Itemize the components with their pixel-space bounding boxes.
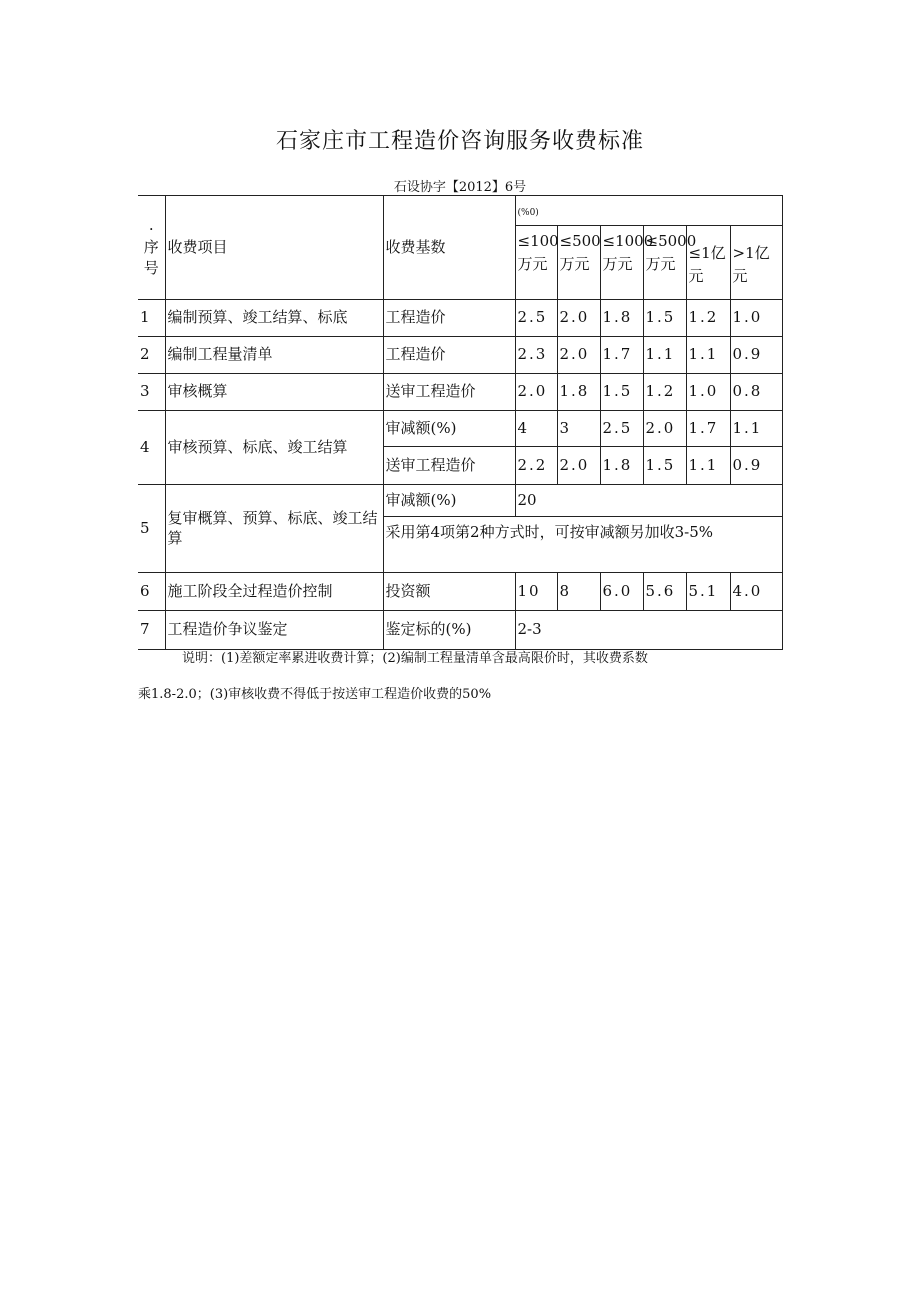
rate-cell: 2.5 [515,300,557,337]
row-base: 审减额(%) [383,411,515,447]
rate-cell: 20 [515,485,782,517]
row-base: 投资额 [383,573,515,611]
row-no: 7 [138,611,165,650]
page-title: 石家庄市工程造价咨询服务收费标准 [275,129,644,154]
header-row [138,196,782,226]
row-item: 施工阶段全过程造价控制 [165,573,383,611]
header-no: . 序 号 [138,196,165,300]
row-no: 6 [138,573,165,611]
rate-cell: 1.1 [643,337,686,374]
rate-cell: 1.2 [643,374,686,411]
rate-cell: 2.0 [557,447,600,485]
rate-cell: 2.0 [557,300,600,337]
rate-cell: 1.5 [643,300,686,337]
row-item: 复审概算、预算、标底、竣工结算 [165,485,383,573]
rate-cell: 1.2 [686,300,730,337]
row-no: 5 [138,485,165,573]
table-row [138,374,782,411]
row-base: 工程造价 [383,337,515,374]
row-item: 工程造价争议鉴定 [165,611,383,650]
rate-cell: 2.2 [515,447,557,485]
row-base: 审减额(%) [383,485,515,517]
row-item: 审核预算、标底、竣工结算 [165,411,383,485]
row-base: 送审工程造价 [383,374,515,411]
rate-cell: 5.6 [643,573,686,611]
rate-cell: 2.0 [515,374,557,411]
rate-cell: 3 [557,411,600,447]
header-range: ≤500万元 [557,226,600,300]
header-item: 收费项目 [165,196,383,300]
fee-table [138,195,783,650]
note-line: 乘1.8-2.0；(3)审核收费不得低于按送审工程造价收费的50% [138,687,492,702]
rate-cell: 4.0 [730,573,782,611]
row-item: 编制工程量清单 [165,337,383,374]
rate-cell: 0.8 [730,374,782,411]
rate-cell: 2-3 [515,611,782,650]
row-remark: 采用第4项第2种方式时，可按审减额另加收3-5% [383,517,782,573]
row-no: 4 [138,411,165,485]
rate-cell: 1.1 [686,337,730,374]
rate-cell: 8 [557,573,600,611]
rate-cell: 0.9 [730,447,782,485]
rate-cell: 0.9 [730,337,782,374]
rate-cell: 1.5 [600,374,643,411]
header-range: ≤5000万元 [643,226,686,300]
rate-cell: 2.5 [600,411,643,447]
rate-cell: 1.7 [686,411,730,447]
rate-cell: 1.1 [686,447,730,485]
rate-cell: 2.3 [515,337,557,374]
header-range: ≤1亿元 [686,226,730,300]
unit-note: (%0) [515,196,782,226]
row-no: 3 [138,374,165,411]
rate-cell: 1.7 [600,337,643,374]
row-item: 编制预算、竣工结算、标底 [165,300,383,337]
note-line: 说明：(1)差额定率累进收费计算；(2)编制工程量清单含最高限价时，其收费系数 [182,651,648,666]
row-base: 工程造价 [383,300,515,337]
rate-cell: 1.8 [600,447,643,485]
header-range: >1亿元 [730,226,782,300]
rate-cell: 1.0 [686,374,730,411]
table-row [138,485,782,517]
table-row [138,411,782,447]
rate-cell: 1.1 [730,411,782,447]
header-base: 收费基数 [383,196,515,300]
document-number: 石设协字【2012】6号 [393,180,527,195]
rate-cell: 2.0 [643,411,686,447]
row-no: 2 [138,337,165,374]
rate-cell: 1.5 [643,447,686,485]
rate-cell: 2.0 [557,337,600,374]
rate-cell: 5.1 [686,573,730,611]
row-item: 审核概算 [165,374,383,411]
row-no: 1 [138,300,165,337]
rate-cell: 6.0 [600,573,643,611]
rate-cell: 1.0 [730,300,782,337]
table-row [138,337,782,374]
row-base: 送审工程造价 [383,447,515,485]
rate-cell: 10 [515,573,557,611]
table-row [138,573,782,611]
table-row [138,300,782,337]
row-base: 鉴定标的(%) [383,611,515,650]
rate-cell: 1.8 [557,374,600,411]
header-range: ≤1000万元 [600,226,643,300]
rate-cell: 1.8 [600,300,643,337]
rate-cell: 4 [515,411,557,447]
table-row [138,611,782,650]
header-range: ≤100万元 [515,226,557,300]
